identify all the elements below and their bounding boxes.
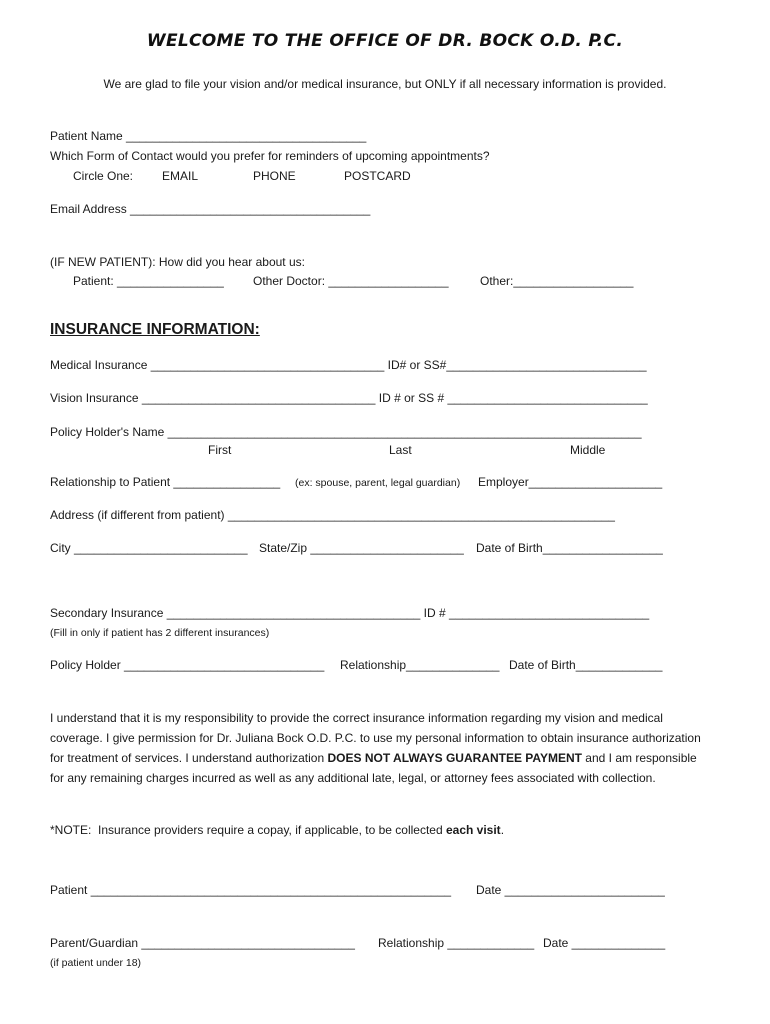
authorization-bold-text: DOES NOT ALWAYS GUARANTEE PAYMENT bbox=[327, 751, 582, 765]
contact-option-email[interactable]: EMAIL bbox=[162, 169, 199, 183]
secondary-insurance-note: (Fill in only if patient has 2 different insurances) bbox=[50, 627, 270, 639]
name-middle-caption: Middle bbox=[570, 443, 606, 457]
copay-note-suffix: . bbox=[500, 823, 505, 837]
insurance-section-heading: INSURANCE INFORMATION: bbox=[50, 321, 260, 338]
authorization-text-1: I understand that it is my responsibility to provide the correct insurance information regarding my vision and medical coverage. I give permission for Dr. Juliana Bock O.D. P.C. to use my personal information to obtain insurance authorization for treatment of services. I understand authorization bbox=[50, 711, 701, 765]
medical-insurance-field[interactable]: Medical Insurance ___________________________________ ID# or SS#______________________________ bbox=[50, 358, 647, 372]
copay-note-bold: each visit bbox=[445, 823, 501, 837]
guardian-signature-field[interactable]: Parent/Guardian ________________________________ bbox=[50, 936, 355, 950]
contact-question: Which Form of Contact would you prefer for reminders of upcoming appointments? bbox=[50, 149, 490, 163]
name-first-caption: First bbox=[208, 443, 232, 457]
state-zip-field[interactable]: State/Zip _______________________ bbox=[259, 541, 464, 555]
authorization-text-2: and I am responsible for any remaining charges incurred as well as any additional late, legal, or attorney fees associated with collection. bbox=[50, 751, 697, 785]
new-patient-question: (IF NEW PATIENT): How did you hear about us: bbox=[50, 255, 305, 269]
date-of-birth-field[interactable]: Date of Birth__________________ bbox=[476, 541, 663, 555]
email-address-field[interactable]: Email Address ____________________________________ bbox=[50, 202, 371, 216]
referral-other-doctor-field[interactable]: Other Doctor: __________________ bbox=[253, 274, 449, 288]
referral-patient-field[interactable]: Patient: ________________ bbox=[73, 274, 224, 288]
secondary-relationship-field[interactable]: Relationship______________ bbox=[340, 658, 500, 672]
guardian-note: (if patient under 18) bbox=[50, 957, 142, 969]
employer-field[interactable]: Employer____________________ bbox=[478, 475, 663, 489]
patient-signature-date-field[interactable]: Date ________________________ bbox=[476, 883, 665, 897]
copay-note-prefix: *NOTE: Insurance providers require a copay, if applicable, to be collected bbox=[50, 823, 446, 837]
copay-note bbox=[50, 823, 504, 838]
name-last-caption: Last bbox=[389, 443, 412, 457]
contact-option-postcard[interactable]: POSTCARD bbox=[344, 169, 411, 183]
guardian-date-field[interactable]: Date ______________ bbox=[543, 936, 666, 950]
patient-signature-field[interactable]: Patient ______________________________________________________ bbox=[50, 883, 452, 897]
intro-text: We are glad to file your vision and/or medical insurance, but ONLY if all necessary information is provided. bbox=[103, 77, 667, 91]
patient-name-field[interactable]: Patient Name ____________________________________ bbox=[50, 129, 367, 143]
relationship-examples: (ex: spouse, parent, legal guardian) bbox=[295, 477, 461, 489]
city-field[interactable]: City __________________________ bbox=[50, 541, 248, 555]
vision-insurance-field[interactable]: Vision Insurance ___________________________________ ID # or SS # ______________________________ bbox=[50, 391, 648, 405]
authorization-paragraph bbox=[50, 708, 710, 788]
secondary-policy-holder-field[interactable]: Policy Holder ______________________________ bbox=[50, 658, 325, 672]
guardian-relationship-field[interactable]: Relationship _____________ bbox=[378, 936, 535, 950]
page-title: WELCOME TO THE OFFICE OF DR. BOCK O.D. P.C. bbox=[146, 31, 624, 51]
relationship-to-patient-field[interactable]: Relationship to Patient ________________ bbox=[50, 475, 281, 489]
secondary-date-of-birth-field[interactable]: Date of Birth_____________ bbox=[509, 658, 663, 672]
contact-option-phone[interactable]: PHONE bbox=[253, 169, 296, 183]
circle-one-label: Circle One: bbox=[73, 169, 134, 183]
secondary-insurance-field[interactable]: Secondary Insurance ______________________________________ ID # ______________________________ bbox=[50, 606, 650, 620]
address-field[interactable]: Address (if different from patient) __________________________________________________________ bbox=[50, 508, 615, 522]
policy-holder-name-field[interactable]: Policy Holder's Name _______________________________________________________________________ bbox=[50, 425, 642, 439]
referral-other-field[interactable]: Other:__________________ bbox=[480, 274, 634, 288]
